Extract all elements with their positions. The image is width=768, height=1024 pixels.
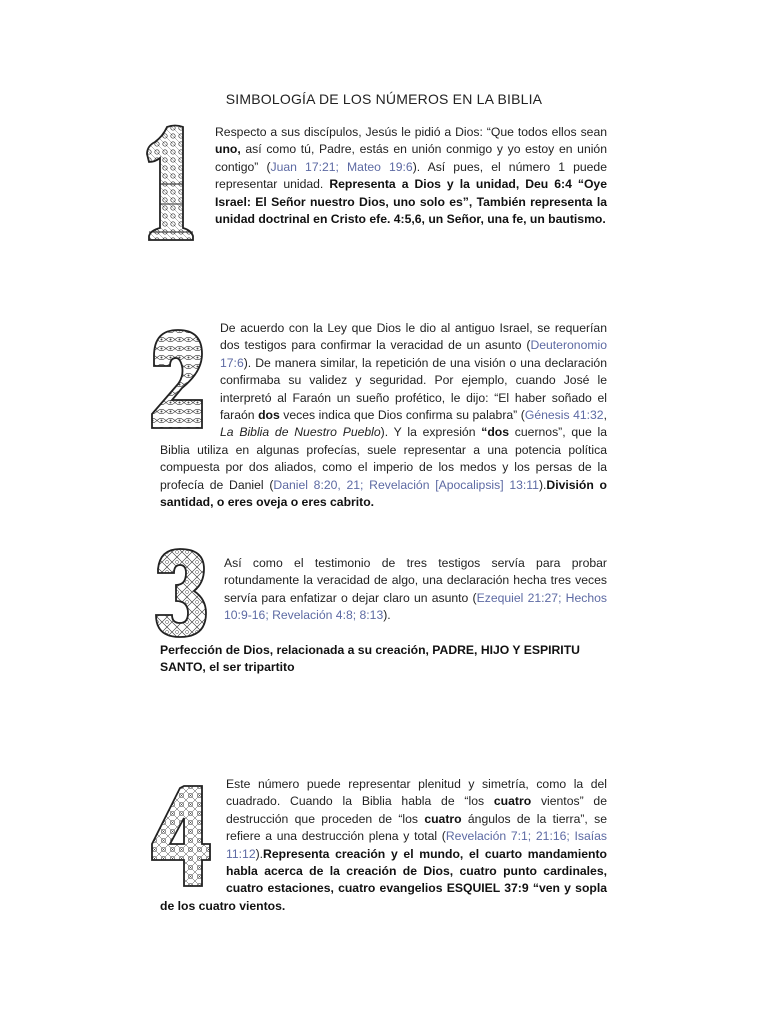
section-number-2 xyxy=(160,320,607,511)
scripture-link[interactable]: Ezequiel 21:27; Hechos 10:9-16; Revelación 4:8; 8:13 xyxy=(224,590,607,623)
section-number-3 xyxy=(160,555,607,676)
page-title: SIMBOLOGÍA DE LOS NÚMEROS EN LA BIBLIA xyxy=(225,91,543,107)
scripture-link[interactable]: Génesis 41:32 xyxy=(524,408,604,423)
section-3-emphasis: Perfección de Dios, relacionada a su creación, PADRE, HIJO Y ESPIRITU SANTO, el ser tripartito xyxy=(160,642,580,675)
numeral-1-illustration xyxy=(145,124,197,242)
numeral-2-illustration xyxy=(148,326,206,432)
section-4-text: Este número puede representar plenitud y simetría, como la del cuadrado. Cuando la Biblia habla de “los cuatro vientos” de destrucción que proceden de “los cuatro ángulos de la tierra”, se refiere a una destrucción plena y total (Revelación 7:1; 21:16; Isaías 11:12).Representa creación y el mundo, el cuarto mandamiento habla acerca de la creación de Dios, cuatro punto cardinales, cuatro estaciones, cuatro evangelios ESQUIEL 37:9 “ven y sopla de los cuatro vientos. xyxy=(160,777,608,913)
scripture-link[interactable]: Juan 17:21; Mateo 19:6 xyxy=(270,159,413,174)
section-2-text: De acuerdo con la Ley que Dios le dio al antiguo Israel, se requerían dos testigos para confirmar la veracidad de un asunto (Deuteronomio 17:6). De manera similar, la repetición de una visión o una declaración confirmaba su validez y seguridad. Por ejemplo, cuando José le interpretó al Faraón un sueño profético, le dijo: “El haber soñado el faraón dos veces indica que Dios confirma su palabra” (Génesis 41:32, La Biblia de Nuestro Pueblo). Y la expresión “dos cuernos”, que la Biblia utiliza en algunas profecías, suele representar a una potencia política compuesta por dos aliados, como el imperio de los medos y los persas de la profecía de Daniel (Daniel 8:20, 21; Revelación [Apocalipsis] 13:11).División o santidad, o eres oveja o eres cabrito. xyxy=(160,321,607,510)
section-number-1 xyxy=(160,124,607,242)
section-1-text: Respecto a sus discípulos, Jesús le pidió a Dios: “Que todos ellos sean uno, así como tú, Padre, estás en unión conmigo y yo estoy en unión contigo” (Juan 17:21; Mateo 19:6). Así pues, el número 1 puede representar unidad. Representa a Dios y la unidad, Deu 6:4 “Oye Israel: El Señor nuestro Dios, uno solo es”, También representa la unidad doctrinal en Cristo efe. 4:5,6, un Señor, una fe, un bautismo. xyxy=(215,125,607,227)
section-3-text: Así como el testimonio de tres testigos servía para probar rotundamente la veracidad de algo, una declaración hecha tres veces servía para enfatizar o dejar claro un asunto (Ezequiel 21:27; Hechos 10:9-16; Revelación 4:8; 8:13). xyxy=(224,556,607,623)
numeral-4-illustration xyxy=(150,782,212,890)
scripture-link[interactable]: Deuteronomio 17:6 xyxy=(220,338,607,370)
scripture-link[interactable]: Daniel 8:20, 21; Revelación [Apocalipsis] 13:11 xyxy=(273,477,539,492)
section-number-4 xyxy=(160,776,607,915)
numeral-3-illustration xyxy=(152,547,208,639)
scripture-link[interactable]: Revelación 7:1; 21:16; Isaías 11:12 xyxy=(226,829,607,861)
